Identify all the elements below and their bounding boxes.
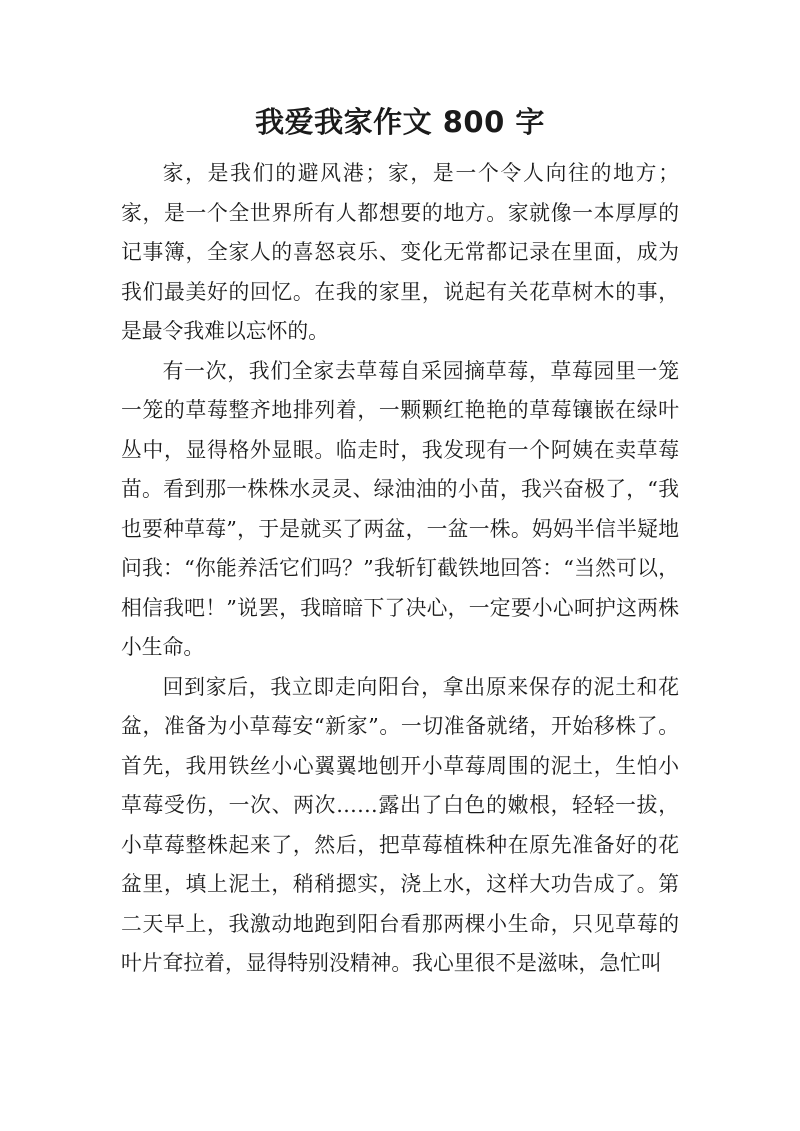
document-title: 我爱我家作文 800 字 xyxy=(255,105,545,139)
paragraph-2: 有一次，我们全家去草莓自采园摘草莓，草莓园里一笼一笼的草莓整齐地排列着，一颗颗红艳艳的草莓镶嵌在绿叶丛中，显得格外显眼。临走时，我发现有一个阿姨在卖草莓苗。看到那一株株水灵灵、绿油油的小苗，我兴奋极了，“我也要种草莓”，于是就买了两盆，一盆一株。妈妈半信半疑地问我：“你能养活它们吗？”我斩钉截铁地回答：“当然可以，相信我吧！”说罢，我暗暗下了决心，一定要小心呵护这两株小生命。 xyxy=(121,358,679,659)
paragraph-3: 回到家后，我立即走向阳台，拿出原来保存的泥土和花盆，准备为小草莓安“新家”。一切准备就绪，开始移株了。首先，我用铁丝小心翼翼地刨开小草莓周围的泥土，生怕小草莓受伤，一次、两次……露出了白色的嫩根，轻轻一拔，小草莓整株起来了，然后，把草莓植株种在原先准备好的花盆里，填上泥土，稍稍摁实，浇上水，这样大功告成了。第二天早上，我激动地跑到阳台看那两棵小生命，只见草莓的叶片耷拉着，显得特别没精神。我心里很不是滋味，急忙叫 xyxy=(121,674,679,975)
document-body xyxy=(121,154,679,984)
paragraph-1: 家，是我们的避风港；家，是一个令人向往的地方；家，是一个全世界所有人都想要的地方。家就像一本厚厚的记事簿，全家人的喜怒哀乐、变化无常都记录在里面，成为我们最美好的回忆。在我的家里，说起有关花草树木的事，是最令我难以忘怀的。 xyxy=(121,161,679,343)
